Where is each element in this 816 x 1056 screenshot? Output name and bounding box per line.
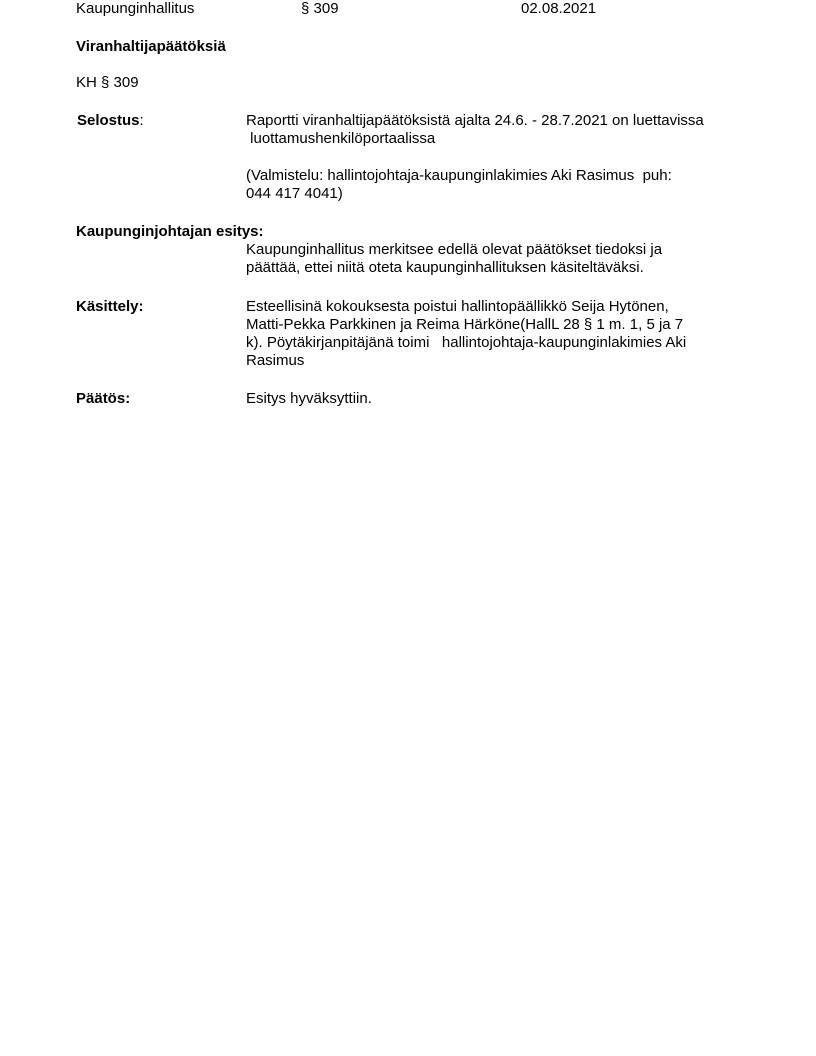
esitys-text: [246, 241, 746, 277]
selostus-label-text: Selostus: [77, 112, 140, 129]
kasittely-label: Käsittely:: [76, 298, 144, 315]
header-date: 02.08.2021: [521, 0, 597, 17]
header-body: Kaupunginhallitus: [76, 0, 195, 17]
kasittely-line: k). Pöytäkirjanpitäjänä toimi hallintojohtaja-kaupunginlakimies Aki: [246, 334, 687, 351]
selostus-line: Raportti viranhaltijapäätöksistä ajalta 24.6. - 28.7.2021 on luettavissa: [246, 112, 704, 129]
kasittely-line: Matti-Pekka Parkkinen ja Reima Härköne(HallL 28 § 1 m. 1, 5 ja 7: [246, 316, 684, 333]
kasittely-text: [246, 298, 746, 370]
selostus-text: [246, 112, 746, 148]
selostus-line: luottamushenkilöportaalissa: [246, 130, 436, 147]
header-section: § 309: [301, 0, 339, 17]
selostus-label-colon: :: [139, 112, 144, 129]
paatos-text: Esitys hyväksyttiin.: [246, 390, 372, 407]
document-title: Viranhaltijapäätöksiä: [76, 38, 226, 55]
preparation-line: 044 417 4041): [246, 185, 343, 202]
preparation-note: [246, 167, 746, 203]
preparation-line: (Valmistelu: hallintojohtaja-kaupunginlakimies Aki Rasimus puh:: [246, 167, 672, 184]
esitys-label: Kaupunginjohtajan esitys:: [76, 223, 264, 240]
esitys-line: Kaupunginhallitus merkitsee edellä olevat päätökset tiedoksi ja: [246, 241, 663, 258]
section-reference: KH § 309: [76, 74, 139, 91]
kasittely-line: Rasimus: [246, 352, 305, 369]
esitys-line: päättää, ettei niitä oteta kaupunginhallituksen käsiteltäväksi.: [246, 259, 644, 276]
paatos-label: Päätös:: [76, 390, 131, 407]
selostus-label: [77, 112, 144, 130]
kasittely-line: Esteellisinä kokouksesta poistui hallintopäällikkö Seija Hytönen,: [246, 298, 669, 315]
